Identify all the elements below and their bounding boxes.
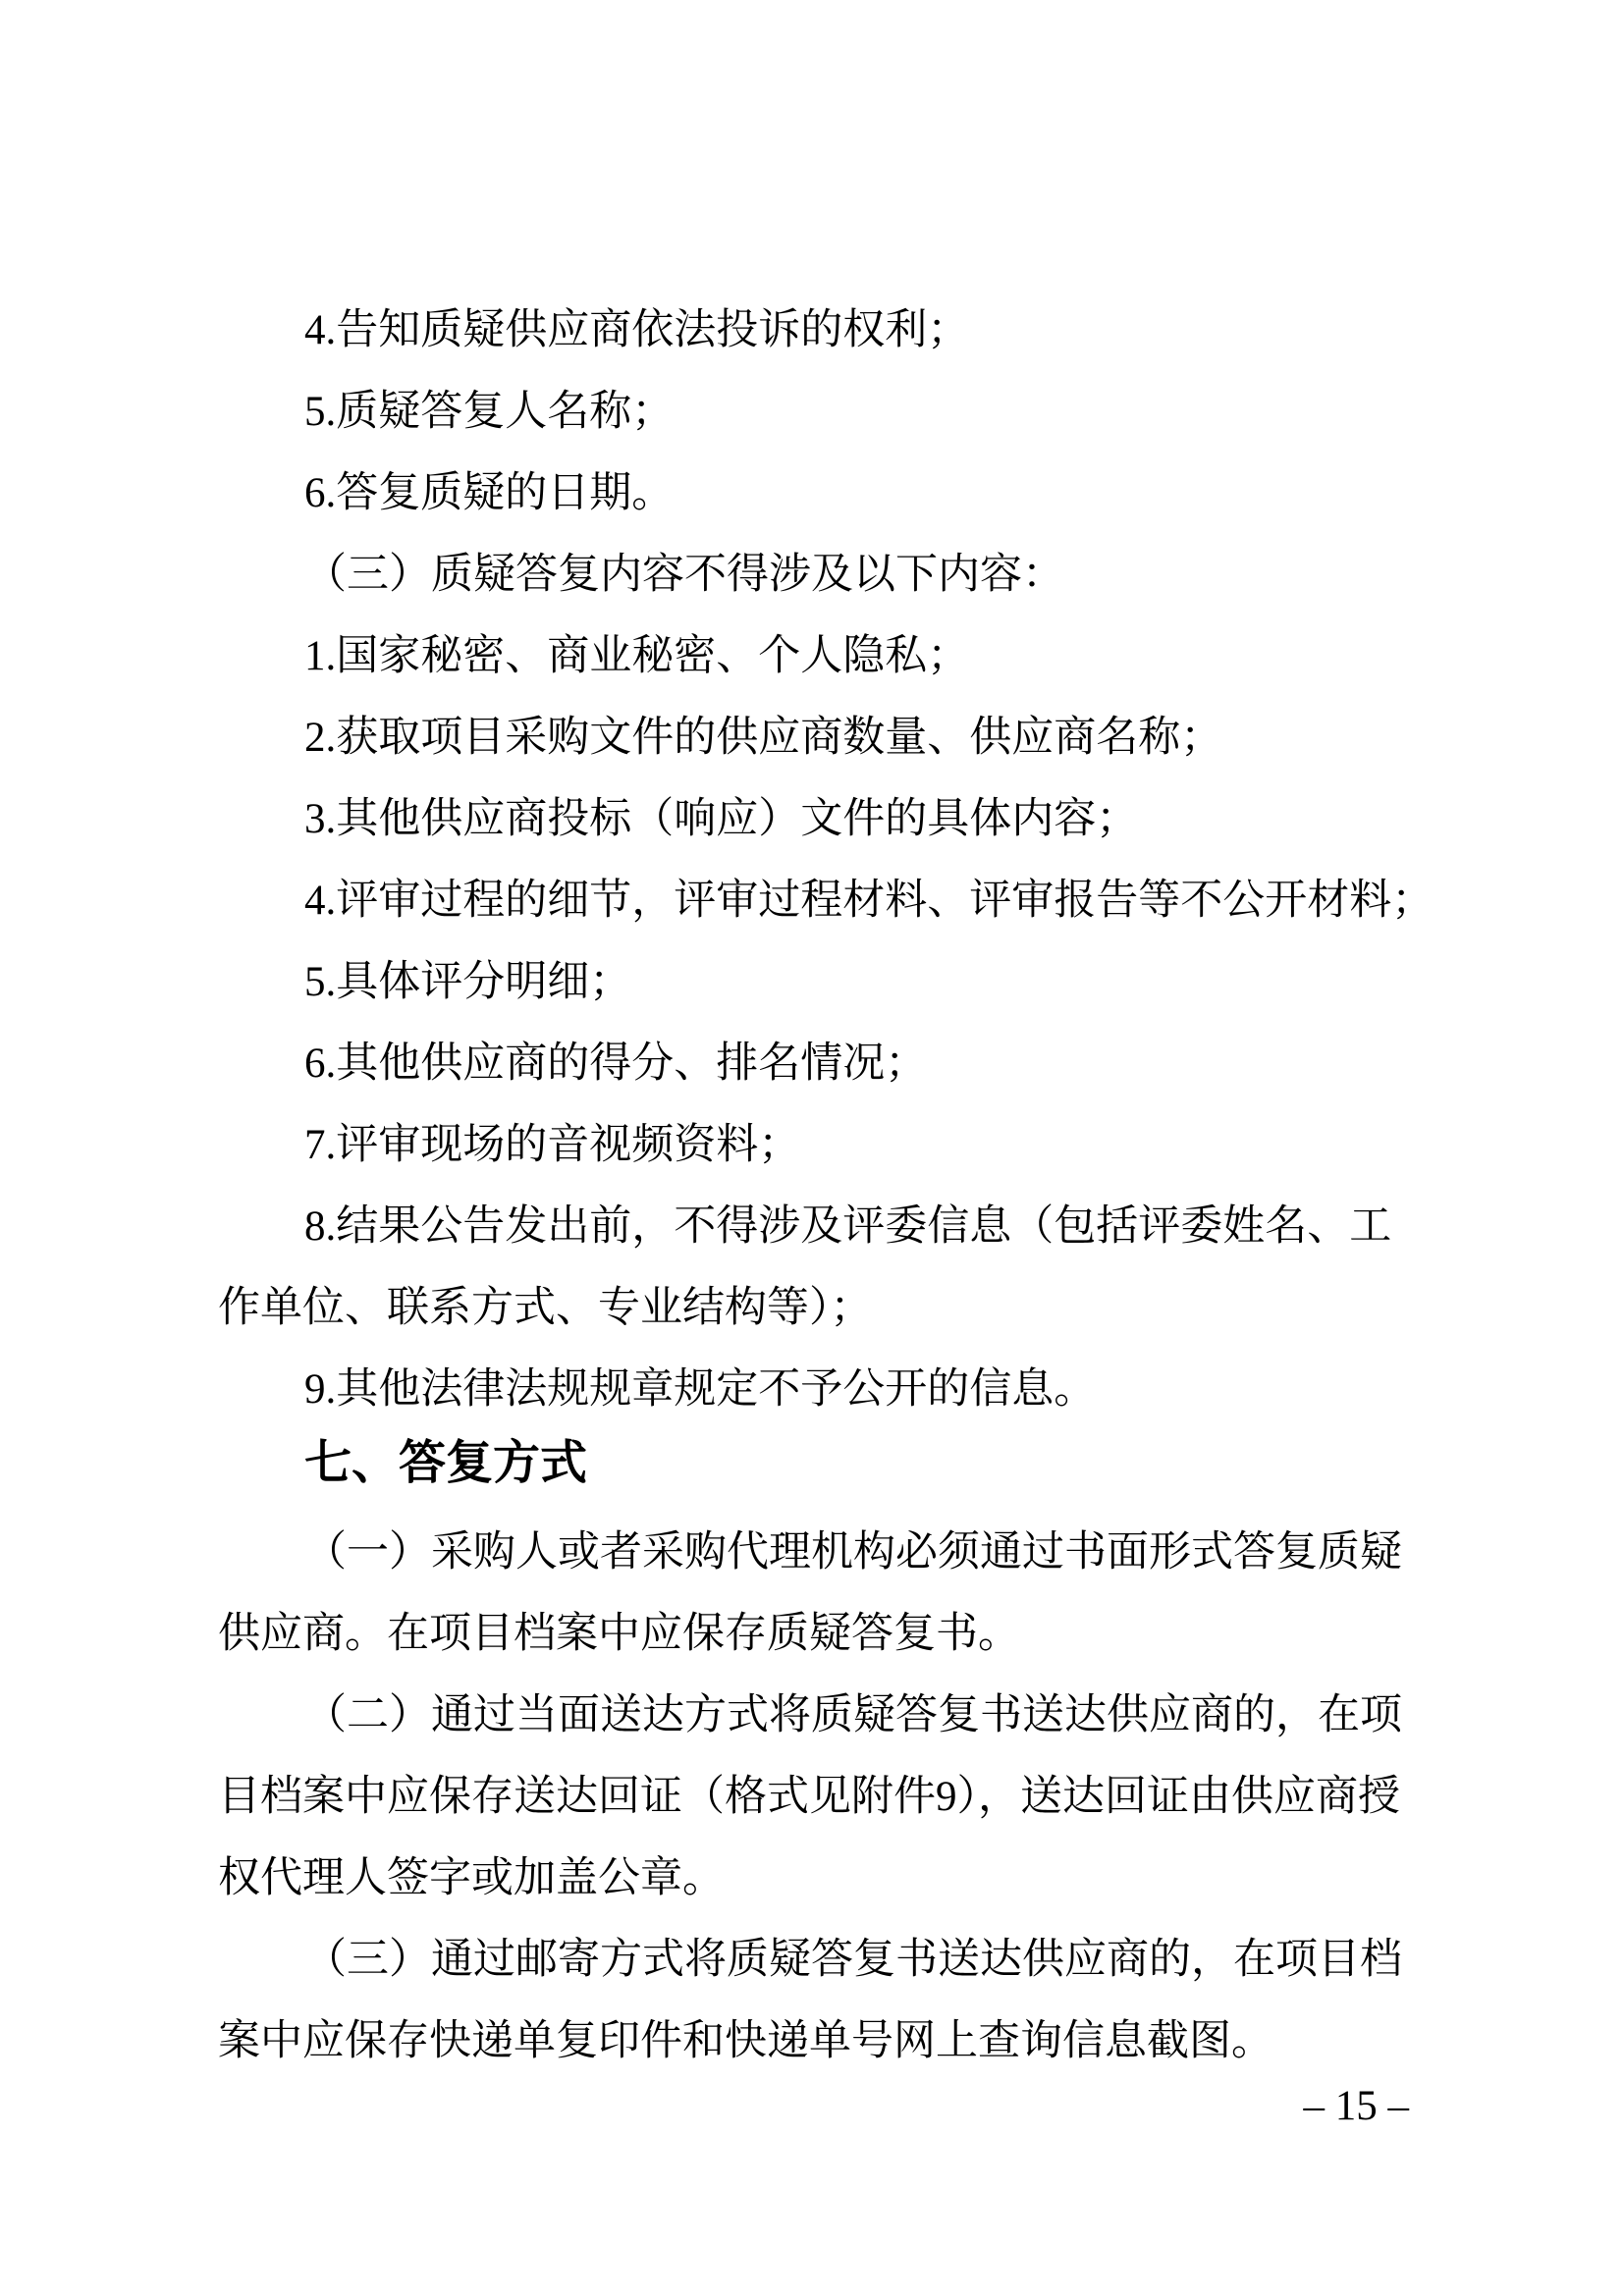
doc-line-11: 7.评审现场的音视频资料； bbox=[304, 1122, 801, 1168]
doc-line-10: 6.其他供应商的得分、排名情况； bbox=[304, 1041, 928, 1087]
doc-line-21: （三）通过邮寄方式将质疑答复书送达供应商的，在项目档 bbox=[304, 1937, 1402, 1983]
doc-line-9: 5.具体评分明细； bbox=[304, 959, 632, 1005]
doc-line-14: 9.其他法律法规规章规定不予公开的信息。 bbox=[304, 1366, 1097, 1413]
doc-line-1: 4.告知质疑供应商依法投诉的权利； bbox=[304, 307, 970, 353]
doc-line-22: 案中应保存快递单复印件和快递单号网上查询信息截图。 bbox=[218, 2018, 1273, 2064]
doc-line-4: （三）质疑答复内容不得涉及以下内容： bbox=[304, 552, 1064, 598]
doc-line-20: 权代理人签字或加盖公章。 bbox=[218, 1855, 725, 1901]
doc-line-5: 1.国家秘密、商业秘密、个人隐私； bbox=[304, 633, 970, 679]
page-number: – 15 – bbox=[1303, 2083, 1409, 2129]
doc-line-8: 4.评审过程的细节，评审过程材料、评审报告等不公开材料； bbox=[304, 878, 1434, 924]
doc-line-6: 2.获取项目采购文件的供应商数量、供应商名称； bbox=[304, 715, 1223, 761]
doc-line-7: 3.其他供应商投标（响应）文件的具体内容； bbox=[304, 796, 1139, 842]
doc-line-13: 作单位、联系方式、专业结构等）； bbox=[218, 1285, 873, 1331]
doc-line-19: 目档案中应保存送达回证（格式见附件9），送达回证由供应商授 bbox=[218, 1774, 1400, 1820]
doc-line-16: （一）采购人或者采购代理机构必须通过书面形式答复质疑 bbox=[304, 1529, 1402, 1575]
section-heading: 七、答复方式 bbox=[304, 1437, 588, 1489]
doc-line-18: （二）通过当面送达方式将质疑答复书送达供应商的，在项 bbox=[304, 1692, 1402, 1738]
doc-line-2: 5.质疑答复人名称； bbox=[304, 389, 675, 435]
doc-line-3: 6.答复质疑的日期。 bbox=[304, 470, 675, 516]
doc-line-12: 8.结果公告发出前，不得涉及评委信息（包括评委姓名、工 bbox=[304, 1203, 1392, 1250]
doc-line-17: 供应商。在项目档案中应保存质疑答复书。 bbox=[218, 1611, 1020, 1657]
